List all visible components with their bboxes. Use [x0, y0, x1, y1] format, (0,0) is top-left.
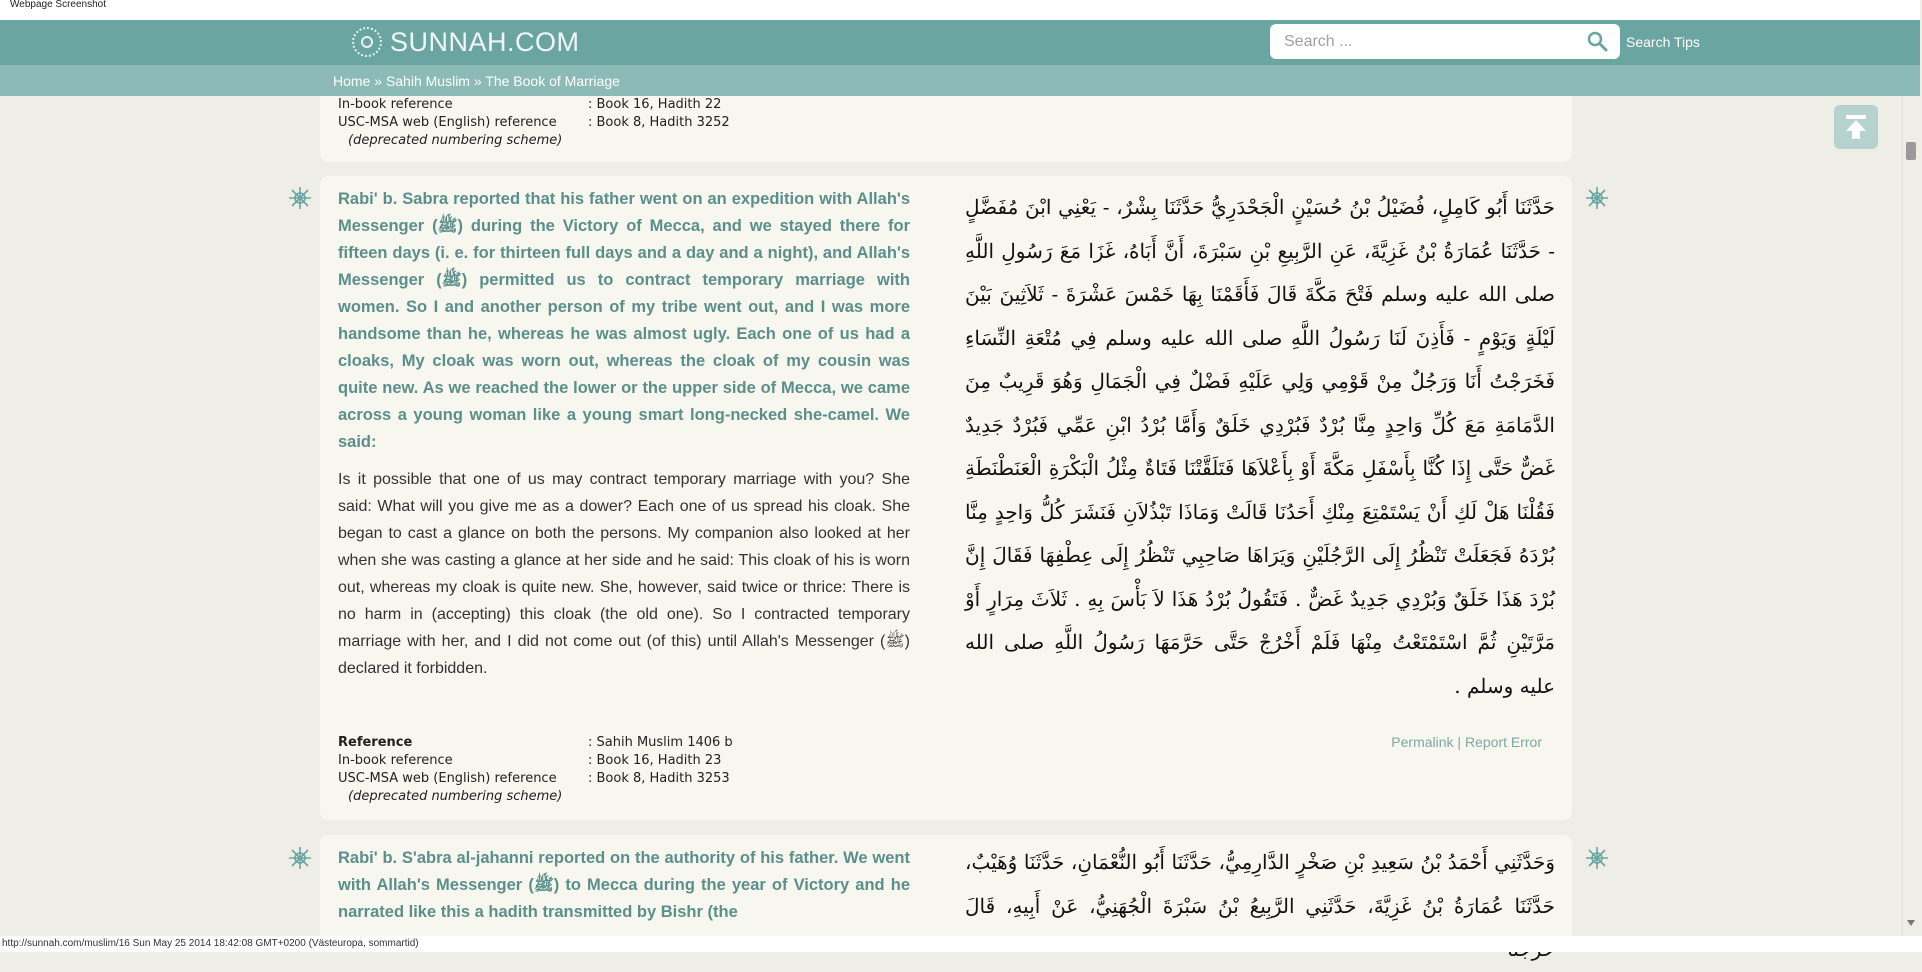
reference-label: Reference — [338, 735, 413, 750]
breadcrumb-separator: » — [469, 73, 486, 89]
reference-row — [338, 734, 733, 752]
report-error-link[interactable]: Report Error — [1464, 734, 1542, 750]
previous-hadith-card — [320, 96, 1572, 162]
reference-table — [338, 96, 730, 150]
reference-label: USC-MSA web (English) reference — [338, 115, 557, 130]
search-icon[interactable] — [1586, 30, 1608, 52]
hadith-english-text: Is it possible that one of us may contract temporary marriage with you? She said: What will you give me as a dower? Each one of us spread his cloak. She began to cast a glance on both the persons. My companion also looked at her when she was casting a glance at her side and he said: This cloak of his is worn out, whereas my cloak is quite new. She, however, said twice or thrice: There is no harm in (accepting) this cloak (the old one). So I contracted temporary marriage with her, and I did not come out (of this) until Allah's Messenger (ﷺ) declared it forbidden. — [338, 471, 910, 677]
scrollbar[interactable] — [1902, 96, 1921, 936]
breadcrumb-collection[interactable]: Sahih Muslim — [385, 73, 470, 89]
usc-reference-row — [338, 770, 733, 788]
next-hadith-card — [320, 835, 1572, 936]
hadith-card — [320, 176, 1572, 820]
reference-label: USC-MSA web (English) reference — [338, 771, 557, 786]
sunnah-logo-icon — [352, 27, 382, 57]
link-separator: | — [1453, 734, 1465, 750]
reference-value: : Sahih Muslim 1406 b — [588, 735, 733, 750]
status-bar: http://sunnah.com/muslim/16 Sun May 25 2014 18:42:08 GMT+0200 (Västeuropa, sommartid) — [0, 936, 1922, 952]
reference-value: : Book 16, Hadith 22 — [588, 97, 722, 112]
breadcrumb — [333, 73, 620, 89]
hadith-narrator: Rabi' b. S'abra al-jahanni reported on the authority of his father. We went with Allah's Messenger (ﷺ) to Mecca during the year of Victory and he narrated like this a hadith transmitted by Bishr (the — [338, 849, 910, 921]
inbook-reference-row — [338, 752, 733, 770]
hadith-links — [1391, 734, 1542, 750]
breadcrumb-home[interactable]: Home — [333, 73, 371, 89]
reference-value: : Book 8, Hadith 3253 — [588, 771, 730, 786]
usc-reference-row — [338, 114, 730, 132]
permalink-link[interactable]: Permalink — [1391, 734, 1454, 750]
arrow-up-icon — [1834, 105, 1878, 149]
ornament-icon — [288, 846, 312, 870]
reference-value: : Book 8, Hadith 3252 — [588, 115, 730, 130]
deprecated-note: (deprecated numbering scheme) — [348, 133, 563, 148]
breadcrumb-separator: » — [370, 73, 386, 89]
inbook-reference-row — [338, 96, 730, 114]
ornament-icon — [1585, 186, 1609, 210]
search-input[interactable] — [1282, 24, 1576, 59]
site-logo[interactable] — [352, 26, 580, 58]
scrollbar-thumb[interactable] — [1906, 142, 1916, 160]
hadith-arabic-text: حَدَّثَنَا أَبُو كَامِلٍ، فُضَيْلُ بْنُ حُسَيْنٍ الْجَحْدَرِيُّ حَدَّثَنَا بِشْرٌ، - يَعْنِي ابْنَ مُفَضَّلٍ - حَدَّثَنَا عُمَارَةُ بْنُ غَزِيَّةَ، عَنِ الرَّبِيعِ بْنِ سَبْرَةَ، أَنَّ أَبَاهُ، غَزَا مَعَ رَسُولِ اللَّهِ صلى الله عليه وسلم فَتْحَ مَكَّةَ قَالَ فَأَقَمْنَا بِهَا خَمْسَ عَشْرَةَ - ثَلاَثِينَ بَيْنَ لَيْلَةٍ وَيَوْمٍ - فَأَذِنَ لَنَا رَسُولُ اللَّهِ صلى الله عليه وسلم فِي مُتْعَةِ النِّسَاءِ فَخَرَجْتُ أَنَا وَرَجُلٌ مِنْ قَوْمِي وَلِي عَلَيْهِ فَضْلٌ فِي الْجَمَالِ وَهُوَ قَرِيبٌ مِنَ الدَّمَامَةِ مَعَ كُلِّ وَاحِدٍ مِنَّا بُرْدٌ فَبُرْدِي خَلَقٌ وَأَمَّا بُرْدُ ابْنِ عَمِّي فَبُرْدٌ جَدِيدٌ غَضٌّ حَتَّى إِذَا كُنَّا بِأَسْفَلِ مَكَّةَ أَوْ بِأَعْلاَهَا فَتَلَقَّتْنَا فَتَاةٌ مِثْلُ الْبَكْرَةِ الْعَنَطْنَطَةِ فَقُلْنَا هَلْ لَكِ أَنْ يَسْتَمْتِعَ مِنْكِ أَحَدُنَا قَالَتْ وَمَاذَا تَبْذُلاَنِ فَنَشَرَ كُلُّ وَاحِدٍ مِنَّا بُرْدَهُ فَجَعَلَتْ تَنْظُرُ إِلَى الرَّجُلَيْنِ وَيَرَاهَا صَاحِبِي تَنْظُرُ إِلَى عِطْفِهَا فَقَالَ إِنَّ بُرْدَ هَذَا خَلَقٌ وَبُرْدِي جَدِيدٌ غَضٌّ ‏.‏ فَتَقُولُ بُرْدُ هَذَا لاَ بَأْسَ بِهِ ‏.‏ ثَلاَثَ مِرَارٍ أَوْ مَرَّتَيْنِ ثُمَّ اسْتَمْتَعْتُ مِنْهَا فَلَمْ أَخْرُجْ حَتَّى حَرَّمَهَا رَسُولُ اللَّهِ صلى الله عليه وسلم ‏.‏ — [965, 195, 1555, 698]
scroll-down-arrow[interactable] — [1907, 920, 1915, 926]
search-tips-link[interactable]: Search Tips — [1626, 34, 1700, 50]
ornament-icon — [288, 186, 312, 210]
logo-text: SUNNAH.COM — [390, 26, 580, 57]
breadcrumb-bar — [0, 65, 1920, 96]
breadcrumb-book[interactable]: The Book of Marriage — [485, 73, 620, 89]
reference-table — [338, 734, 733, 806]
reference-value: : Book 16, Hadith 23 — [588, 753, 722, 768]
deprecated-note: (deprecated numbering scheme) — [348, 789, 563, 804]
ornament-icon — [1585, 846, 1609, 870]
top-bar — [0, 20, 1920, 65]
scroll-top-button[interactable] — [1834, 105, 1878, 149]
hadith-narrator: Rabi' b. Sabra reported that his father went on an expedition with Allah's Messenger (ﷺ) during the Victory of Mecca, and we stayed there for fifteen days (i. e. for thirteen full days and a day and a night), and Allah's Messenger (ﷺ) permitted us to contract temporary marriage with women. So I and another person of my tribe went out, and I was more handsome than he, whereas he was almost ugly. Each one of us had a cloaks, My cloak was worn out, whereas the cloak of my cousin was quite new. As we reached the lower or the upper side of Mecca, we came across a young woman like a young smart long-necked she-camel. We said: — [338, 190, 910, 451]
hadith-arabic-text: وَحَدَّثَنِي أَحْمَدُ بْنُ سَعِيدِ بْنِ صَخْرٍ الدَّارِمِيُّ، حَدَّثَنَا أَبُو النُّعْمَانِ، حَدَّثَنَا وُهَيْبٌ، حَدَّثَنَا عُمَارَةُ بْنُ غَزِيَّةَ، حَدَّثَنِي الرَّبِيعُ بْنُ سَبْرَةَ الْجُهَنِيُّ، عَنْ أَبِيهِ، قَالَ — [965, 850, 1555, 918]
reference-label: In-book reference — [338, 97, 453, 112]
print-header: Webpage Screenshot — [0, 0, 1920, 20]
search-box — [1270, 24, 1620, 59]
reference-label: In-book reference — [338, 753, 453, 768]
